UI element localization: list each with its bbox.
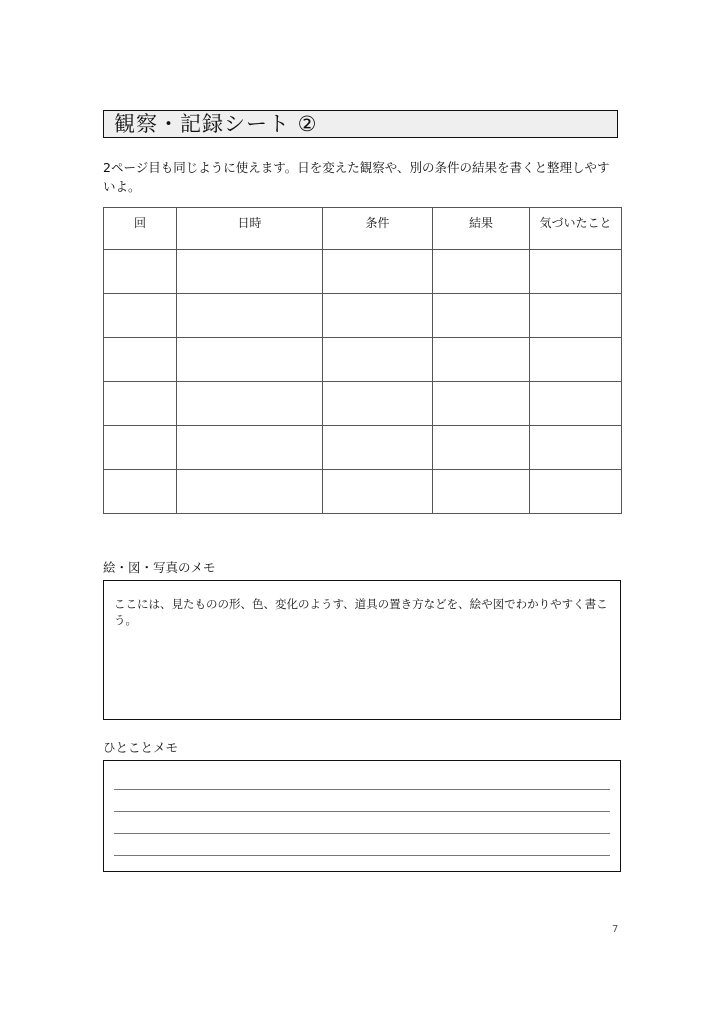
table-cell[interactable]: [323, 250, 433, 294]
table-cell[interactable]: [433, 382, 530, 426]
table-cell[interactable]: [323, 338, 433, 382]
writing-line: [114, 789, 610, 790]
intro-text: 2ページ目も同じように使えます。日を変えた観察や、別の条件の結果を書くと整理しやすいよ。: [103, 160, 610, 194]
column-header-datetime: 日時: [177, 208, 323, 250]
page-title: 観察・記録シート ②: [103, 110, 618, 138]
table-cell[interactable]: [104, 426, 177, 470]
table-cell[interactable]: [530, 382, 622, 426]
table-body: [104, 250, 622, 514]
note-memo-box[interactable]: [103, 760, 621, 872]
table-cell[interactable]: [433, 338, 530, 382]
table-cell[interactable]: [104, 294, 177, 338]
table-cell[interactable]: [177, 294, 323, 338]
table-cell[interactable]: [433, 470, 530, 514]
table-cell[interactable]: [530, 338, 622, 382]
column-header-result: 結果: [433, 208, 530, 250]
table-cell[interactable]: [177, 338, 323, 382]
column-header-round: 回: [104, 208, 177, 250]
table-cell[interactable]: [433, 294, 530, 338]
table-cell[interactable]: [104, 338, 177, 382]
table-cell[interactable]: [177, 382, 323, 426]
table-cell[interactable]: [433, 250, 530, 294]
writing-line: [114, 811, 610, 812]
sketch-memo-box[interactable]: [103, 580, 621, 720]
column-header-condition: 条件: [323, 208, 433, 250]
table-cell[interactable]: [323, 294, 433, 338]
table-cell[interactable]: [323, 382, 433, 426]
sketch-memo-hint: ここには、見たものの形、色、変化のようす、道具の置き方などを、絵や図でわかりやすく書こう。: [114, 597, 608, 627]
table-row: [104, 382, 622, 426]
table-row: [104, 470, 622, 514]
table-row: [104, 338, 622, 382]
table-cell[interactable]: [530, 426, 622, 470]
sketch-section-label: 絵・図・写真のメモ: [103, 560, 216, 575]
table-cell[interactable]: [530, 294, 622, 338]
table-cell[interactable]: [323, 470, 433, 514]
table-cell[interactable]: [530, 250, 622, 294]
table-row: [104, 294, 622, 338]
writing-line: [114, 833, 610, 834]
note-section-label: ひとことメモ: [103, 740, 179, 755]
table-row: [104, 426, 622, 470]
table-cell[interactable]: [177, 426, 323, 470]
record-table: [103, 207, 622, 514]
writing-line: [114, 855, 610, 856]
table-cell[interactable]: [530, 470, 622, 514]
column-header-notice: 気づいたこと: [530, 208, 622, 250]
table-cell[interactable]: [104, 470, 177, 514]
table-header-row: [104, 208, 622, 250]
table-cell[interactable]: [323, 426, 433, 470]
table-cell[interactable]: [177, 250, 323, 294]
table-cell[interactable]: [177, 470, 323, 514]
table-cell[interactable]: [104, 382, 177, 426]
table-cell[interactable]: [433, 426, 530, 470]
page-number: 7: [612, 924, 619, 935]
table-row: [104, 250, 622, 294]
table-cell[interactable]: [104, 250, 177, 294]
